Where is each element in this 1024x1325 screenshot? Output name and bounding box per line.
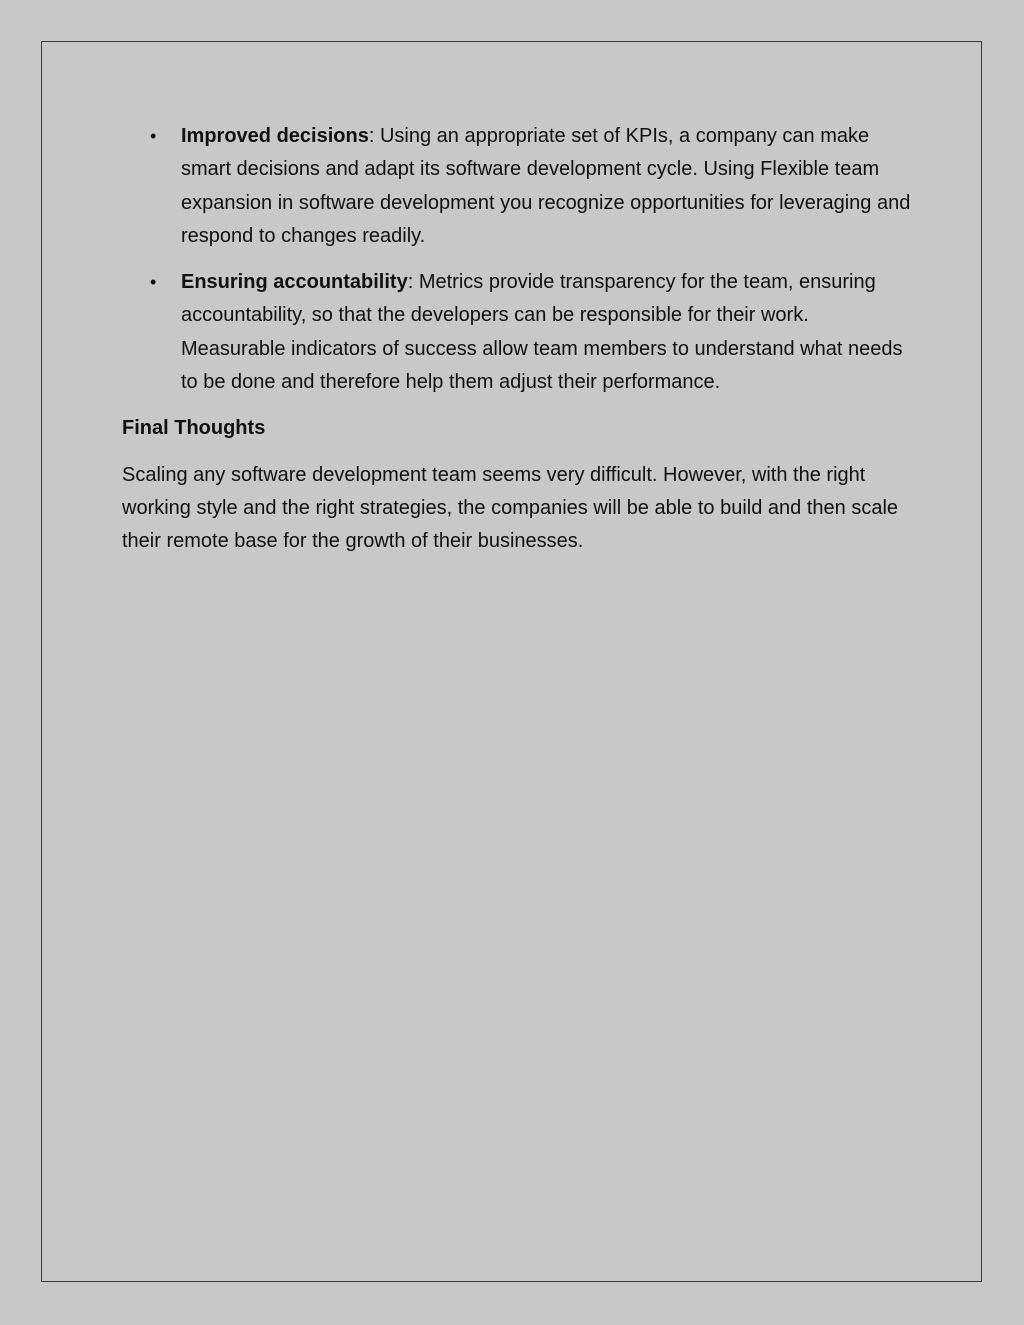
bullet-icon: • xyxy=(150,126,157,146)
page-frame xyxy=(41,41,982,1282)
document-content xyxy=(122,120,912,559)
bullet-text: : Using an appropriate set of KPIs, a company can make smart decisions and adapt its software development cycle. Using Flexible team expansion in software development you recognize opportunities for leveraging and respond to changes readily. xyxy=(181,125,911,247)
bullet-term: Improved decisions xyxy=(181,125,369,147)
list-item xyxy=(122,120,912,253)
body-paragraph: Scaling any software development team seems very difficult. However, with the right working style and the right strategies, the companies will be able to build and then scale their remote base for the growth of their businesses. xyxy=(122,463,899,553)
bullet-icon: • xyxy=(150,272,157,293)
section-heading: Final Thoughts xyxy=(122,417,266,440)
bullet-text: : Metrics provide transparency for the team, ensuring accountability, so that the developers can be responsible for their work. Measurable indicators of success allow team members to understand what needs to be done and therefore help them adjust their performance. xyxy=(181,271,903,394)
list-item xyxy=(122,266,912,399)
bullet-term: Ensuring accountability xyxy=(181,271,408,294)
bullet-list xyxy=(122,120,912,399)
